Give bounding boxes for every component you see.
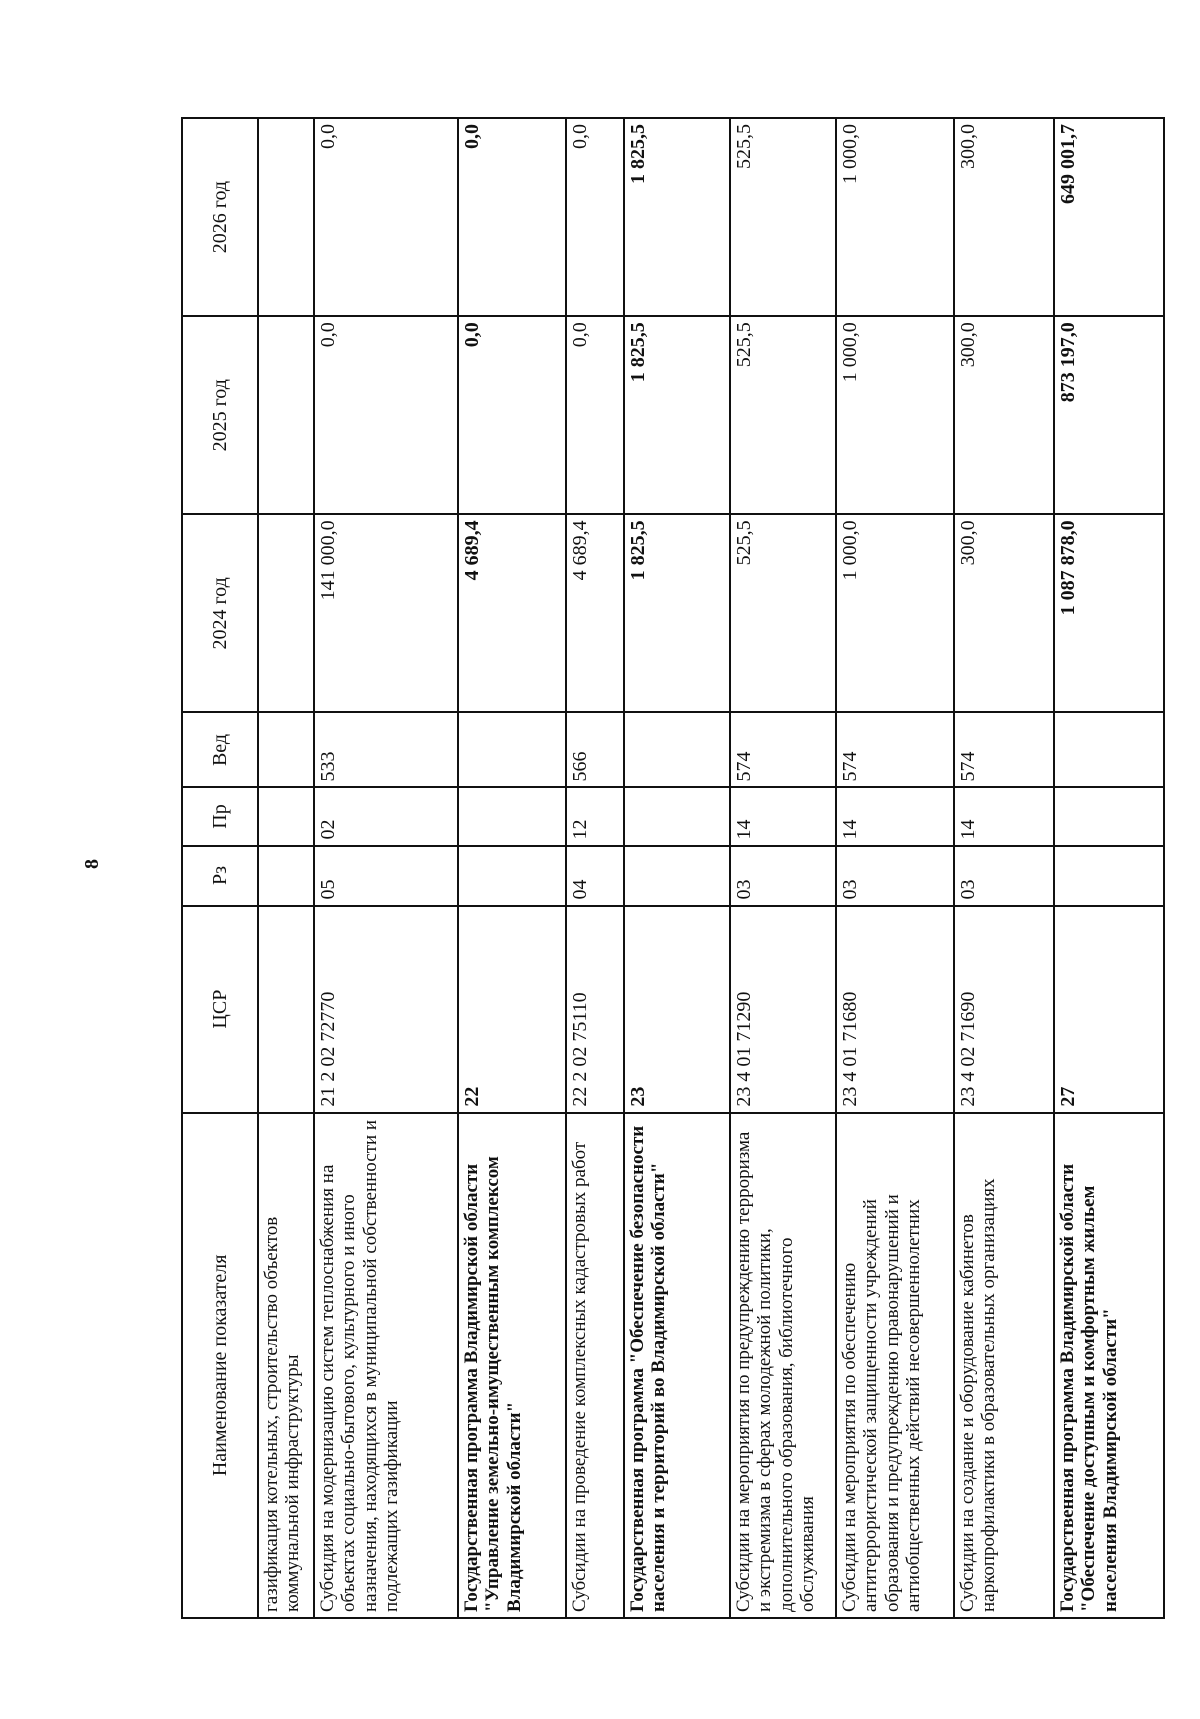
cell-y2025: 1 825,5 — [624, 316, 730, 514]
cell-rz — [458, 846, 566, 906]
header-2024: 2024 год — [182, 514, 258, 712]
cell-csr — [258, 906, 314, 1113]
table-row — [954, 118, 1054, 1618]
table-row — [624, 118, 730, 1618]
cell-y2025: 873 197,0 — [1054, 316, 1164, 514]
table-row — [258, 118, 314, 1618]
cell-y2026 — [258, 118, 314, 316]
cell-y2024: 4 689,4 — [458, 514, 566, 712]
cell-y2025: 0,0 — [314, 316, 458, 514]
cell-name: газификация котельных, строительство объектов коммунальной инфраструктуры — [258, 1113, 314, 1618]
cell-ved: 574 — [836, 712, 954, 787]
cell-rz: 03 — [954, 846, 1054, 906]
cell-y2026: 525,5 — [730, 118, 836, 316]
cell-pr — [624, 787, 730, 845]
cell-ved: 533 — [314, 712, 458, 787]
cell-csr: 22 2 02 75110 — [566, 906, 624, 1113]
cell-y2024: 1 825,5 — [624, 514, 730, 712]
cell-y2025: 1 000,0 — [836, 316, 954, 514]
table-row — [314, 118, 458, 1618]
cell-ved — [1054, 712, 1164, 787]
table-row — [1054, 118, 1164, 1618]
cell-pr — [1054, 787, 1164, 845]
cell-name: Субсидии на мероприятия по обеспечению антитеррористической защищенности учреждений образования и предупреждению правонарушений и антиобщественных действий несовершеннолетних — [836, 1113, 954, 1618]
cell-ved: 566 — [566, 712, 624, 787]
cell-y2024: 4 689,4 — [566, 514, 624, 712]
header-2026: 2026 год — [182, 118, 258, 316]
cell-pr: 12 — [566, 787, 624, 845]
table-row — [566, 118, 624, 1618]
cell-csr: 23 — [624, 906, 730, 1113]
cell-y2024: 525,5 — [730, 514, 836, 712]
cell-rz: 05 — [314, 846, 458, 906]
cell-y2025 — [258, 316, 314, 514]
cell-y2024 — [258, 514, 314, 712]
cell-rz: 03 — [730, 846, 836, 906]
header-pr: Пр — [182, 787, 258, 845]
table-row — [836, 118, 954, 1618]
cell-y2026: 0,0 — [566, 118, 624, 316]
cell-y2026: 649 001,7 — [1054, 118, 1164, 316]
cell-pr: 14 — [836, 787, 954, 845]
header-ved: Вед — [182, 712, 258, 787]
budget-table-container — [181, 117, 1134, 1619]
cell-csr: 23 4 01 71680 — [836, 906, 954, 1113]
header-rz: Рз — [182, 846, 258, 906]
header-row — [182, 118, 258, 1618]
cell-y2026: 1 000,0 — [836, 118, 954, 316]
header-2025: 2025 год — [182, 316, 258, 514]
cell-rz: 04 — [566, 846, 624, 906]
cell-pr: 14 — [730, 787, 836, 845]
cell-rz: 03 — [836, 846, 954, 906]
cell-y2024: 1 087 878,0 — [1054, 514, 1164, 712]
cell-ved: 574 — [730, 712, 836, 787]
cell-y2026: 0,0 — [458, 118, 566, 316]
header-name: Наименование показателя — [182, 1113, 258, 1618]
budget-table — [181, 117, 1165, 1619]
cell-y2026: 1 825,5 — [624, 118, 730, 316]
cell-ved — [624, 712, 730, 787]
cell-ved — [458, 712, 566, 787]
cell-name: Государственная программа "Обеспечение безопасности населения и территорий во Владимирской области" — [624, 1113, 730, 1618]
cell-name: Государственная программа Владимирской области "Обеспечение доступным и комфортным жильем населения Владимирской области" — [1054, 1113, 1164, 1618]
table-row — [458, 118, 566, 1618]
cell-pr: 02 — [314, 787, 458, 845]
cell-y2025: 525,5 — [730, 316, 836, 514]
cell-y2026: 300,0 — [954, 118, 1054, 316]
cell-pr — [258, 787, 314, 845]
cell-pr — [458, 787, 566, 845]
cell-y2024: 1 000,0 — [836, 514, 954, 712]
cell-name: Субсидии на проведение комплексных кадастровых работ — [566, 1113, 624, 1618]
cell-ved: 574 — [954, 712, 1054, 787]
cell-name: Субсидии на создание и оборудование кабинетов наркопрофилактики в образовательных организациях — [954, 1113, 1054, 1618]
cell-y2024: 141 000,0 — [314, 514, 458, 712]
cell-name: Государственная программа Владимирской области "Управление земельно-имущественным комплексом Владимирской области" — [458, 1113, 566, 1618]
cell-name: Субсидия на модернизацию систем теплоснабжения на объектах социально-бытового, культурного и иного назначения, находящихся в муниципальной собственности и подлежащих газификации — [314, 1113, 458, 1618]
cell-pr: 14 — [954, 787, 1054, 845]
page-number: 8 — [81, 859, 103, 869]
cell-csr: 27 — [1054, 906, 1164, 1113]
cell-rz — [258, 846, 314, 906]
cell-y2026: 0,0 — [314, 118, 458, 316]
cell-name: Субсидии на мероприятия по предупреждению терроризма и экстремизма в сферах молодежной политики, дополнительного образования, библиотечного обслуживания — [730, 1113, 836, 1618]
table-row — [730, 118, 836, 1618]
cell-ved — [258, 712, 314, 787]
cell-y2024: 300,0 — [954, 514, 1054, 712]
cell-y2025: 0,0 — [566, 316, 624, 514]
cell-rz — [624, 846, 730, 906]
cell-y2025: 300,0 — [954, 316, 1054, 514]
cell-y2025: 0,0 — [458, 316, 566, 514]
cell-rz — [1054, 846, 1164, 906]
cell-csr: 23 4 02 71690 — [954, 906, 1054, 1113]
header-csr: ЦСР — [182, 906, 258, 1113]
cell-csr: 22 — [458, 906, 566, 1113]
cell-csr: 23 4 01 71290 — [730, 906, 836, 1113]
cell-csr: 21 2 02 72770 — [314, 906, 458, 1113]
